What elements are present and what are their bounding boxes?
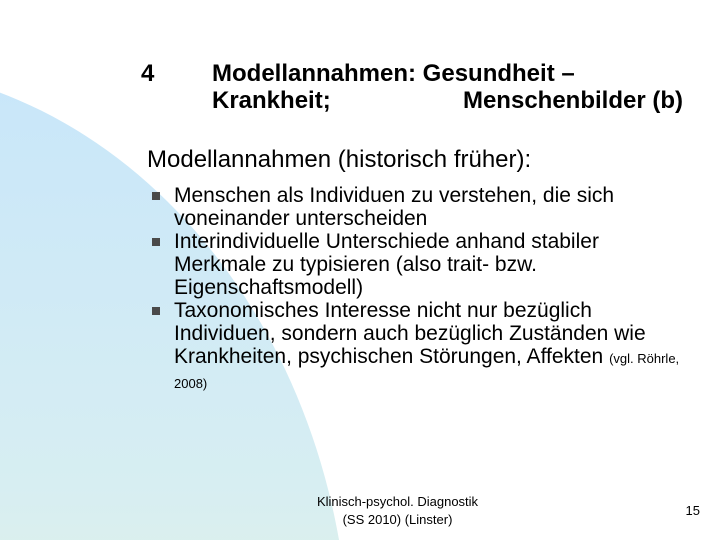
bullet-item xyxy=(147,230,687,299)
title-line-1: Modellannahmen: Gesundheit – xyxy=(212,60,575,87)
bullet-square-icon xyxy=(152,307,160,315)
bullet-text: Interindividuelle Unterschiede anhand stabiler Merkmale zu typisieren (also trait- bzw. Eigenschaftsmodell) xyxy=(174,230,599,299)
title-line-2-right: Menschenbilder (b) xyxy=(462,87,683,114)
title-line-2-left: Krankheit; xyxy=(212,87,331,114)
bullet-text: Menschen als Individuen zu verstehen, die sich voneinander unterscheiden xyxy=(174,184,615,230)
title-line-2 xyxy=(212,87,683,114)
bullet-text: Taxonomisches Interesse nicht nur bezüglich Individuen, sondern auch bezüglich Zuständen wie Krankheiten, psychischen Störungen, Affekten xyxy=(174,299,646,368)
footer-line-1: Klinisch-psychol. Diagnostik xyxy=(316,494,479,509)
bullet-item xyxy=(147,299,687,395)
section-number: 4 xyxy=(141,60,155,87)
page-number: 15 xyxy=(685,503,700,518)
subtitle: Modellannahmen (historisch früher): xyxy=(147,146,532,173)
bullet-item xyxy=(147,184,687,230)
bullet-list xyxy=(147,184,687,395)
slide-title xyxy=(212,60,692,114)
bullet-square-icon xyxy=(152,238,160,246)
footer-line-2: (SS 2010) (Linster) xyxy=(342,512,453,527)
bullet-square-icon xyxy=(152,192,160,200)
footer xyxy=(290,493,505,529)
citation: (vgl. Röhrle, 2008) xyxy=(174,351,680,391)
